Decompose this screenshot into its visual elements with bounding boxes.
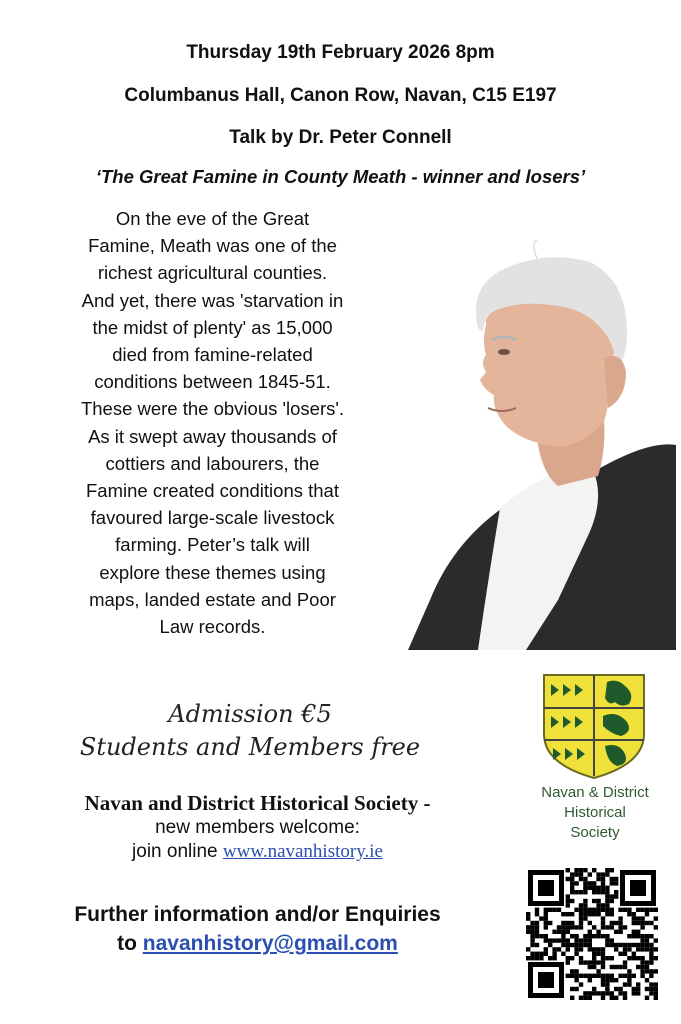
logo-line: Navan & District [541,784,649,801]
website-link[interactable]: www.navanhistory.ie [222,841,383,862]
description-line: And yet, there was 'starvation in [81,289,344,311]
description-line: explore these themes using [99,561,326,583]
description-line: Famine, Meath was one of the [88,235,337,257]
event-date-time: Thursday 19th February 2026 8pm [186,42,495,63]
society-crest-icon [541,672,647,780]
description-line: the midst of plenty' as 15,000 [92,316,333,338]
talk-title: ‘The Great Famine in County Meath - winner and losers’ [95,166,586,187]
talk-description [40,205,385,640]
description-line: died from famine-related [112,344,313,366]
join-online-line [30,840,485,864]
society-logo-text [515,783,675,843]
description-line: As it swept away thousands of [88,425,337,447]
description-line: maps, landed estate and Poor [89,588,336,610]
description-line: Law records. [159,616,266,638]
logo-line: Historical [564,804,626,821]
society-name: Navan and District Historical Society - [84,791,431,815]
members-welcome: new members welcome: [155,817,360,838]
description-line: farming. Peter’s talk will [115,534,310,556]
society-info [30,790,485,864]
admission-price: Admission €5 [168,700,332,728]
event-venue: Columbanus Hall, Canon Row, Navan, C15 E197 [124,85,557,106]
contact-prefix: to [117,932,143,955]
description-line: Famine created conditions that [86,480,339,502]
qr-code-icon[interactable] [526,868,658,1000]
description-line: richest agricultural counties. [97,262,328,284]
description-line: cottiers and labourers, the [105,452,320,474]
description-line: These were the obvious 'losers'. [80,398,345,420]
event-speaker: Talk by Dr. Peter Connell [229,127,452,148]
logo-line: Society [570,824,620,841]
contact-heading: Further information and/or Enquiries [74,903,441,926]
contact-info [30,900,485,958]
contact-email-line [30,929,485,958]
speaker-portrait [408,240,676,650]
description-line: favoured large-scale livestock [90,507,335,529]
join-online-prefix: join online [132,841,223,862]
admission-free-note: Students and Members free [79,733,421,761]
email-link[interactable]: navanhistory@gmail.com [142,932,398,955]
description-line: conditions between 1845-51. [94,371,331,393]
description-line: On the eve of the Great [115,208,310,229]
